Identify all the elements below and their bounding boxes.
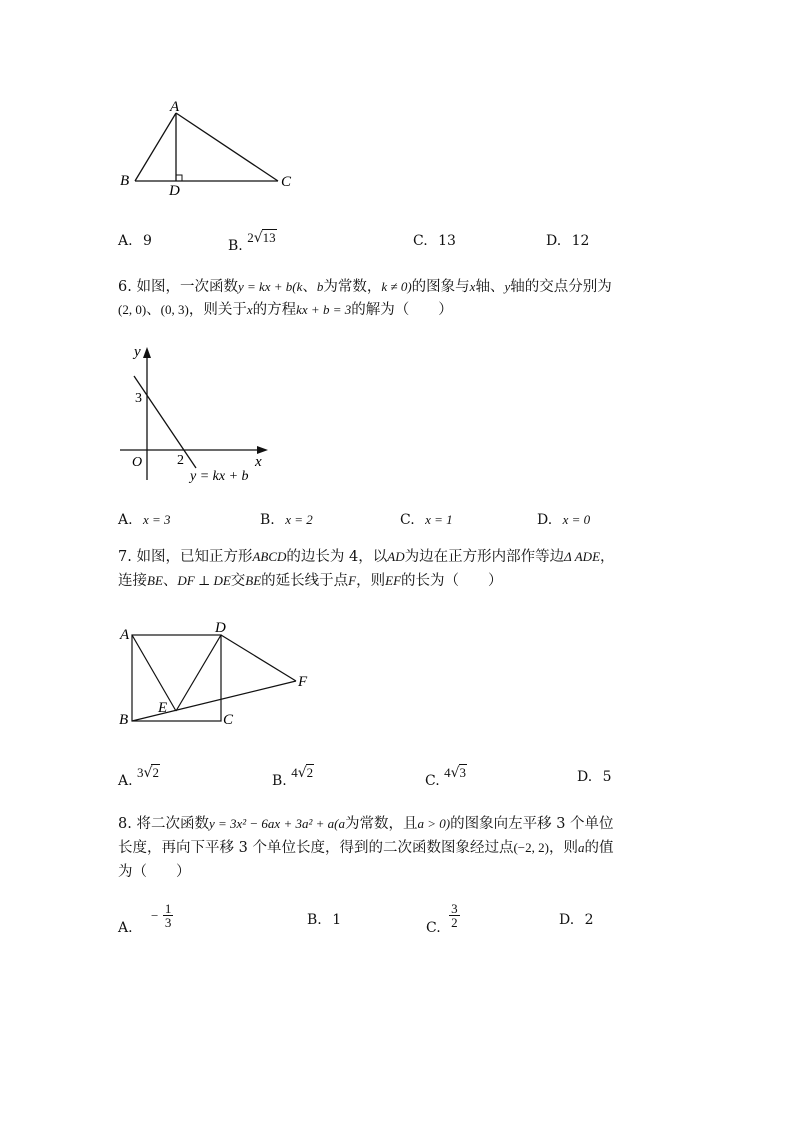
text: ，则关于 bbox=[188, 302, 247, 318]
text: 轴的交点分别为 bbox=[510, 279, 612, 295]
formula: F bbox=[348, 573, 357, 588]
text: ， bbox=[600, 549, 615, 565]
point-label-a: A bbox=[120, 627, 130, 643]
option-letter: D. bbox=[577, 769, 593, 785]
text: 长度，再向下平移 3 个单位长度，得到的二次函数图象经过点 bbox=[118, 840, 514, 856]
linear-function-graph bbox=[112, 340, 282, 490]
text: ，则 bbox=[548, 840, 578, 856]
formula: kx + b = 3 bbox=[296, 302, 352, 317]
option-letter: D. bbox=[546, 233, 562, 249]
option-value: 1 bbox=[332, 912, 342, 928]
text: 为边在正方形内部作等边 bbox=[404, 549, 565, 565]
fraction-denominator: 2 bbox=[451, 915, 458, 930]
formula: a bbox=[577, 840, 585, 855]
option-letter: C. bbox=[426, 919, 441, 936]
text: 、 bbox=[146, 302, 161, 318]
option-radicand: 2 bbox=[152, 765, 159, 780]
text: 的方程 bbox=[252, 302, 297, 318]
text: 将二次函数 bbox=[136, 816, 209, 832]
option-expr: x = 3 bbox=[143, 512, 171, 527]
formula: BE bbox=[147, 573, 163, 588]
text: 如图，已知正方形 bbox=[136, 549, 253, 565]
q7-option-d bbox=[577, 769, 612, 785]
formula: b bbox=[316, 279, 324, 294]
option-coef: 2 bbox=[247, 230, 254, 245]
option-value: 5 bbox=[602, 769, 612, 785]
y-axis-label: y bbox=[134, 344, 141, 360]
option-expr: x = 2 bbox=[285, 512, 313, 527]
formula: a > 0) bbox=[417, 816, 451, 831]
triangle-figure bbox=[110, 95, 310, 205]
option-letter: A. bbox=[118, 773, 133, 789]
point-label-f: F bbox=[298, 674, 308, 690]
q7-option-a bbox=[118, 764, 160, 789]
origin-label: O bbox=[132, 455, 143, 470]
segment-de bbox=[176, 635, 221, 711]
function-line bbox=[134, 376, 196, 468]
fraction-numerator: 3 bbox=[451, 901, 458, 916]
fraction-denominator: 3 bbox=[164, 915, 172, 930]
formula: k ≠ 0) bbox=[381, 279, 412, 294]
q5-option-a bbox=[118, 233, 152, 249]
q6-option-d bbox=[537, 512, 590, 528]
q8-stem-line1 bbox=[118, 813, 614, 835]
q7-option-b bbox=[272, 764, 314, 789]
text: 轴、 bbox=[475, 279, 505, 295]
option-radicand: 3 bbox=[459, 765, 467, 780]
text: 的长为（ ） bbox=[401, 573, 503, 589]
formula: Δ ADE bbox=[564, 549, 601, 564]
q8-option-b bbox=[307, 912, 341, 928]
option-letter: A. bbox=[118, 919, 133, 936]
formula: AD bbox=[387, 549, 405, 564]
q7-stem-line2 bbox=[118, 570, 503, 592]
segment-ac bbox=[176, 113, 278, 181]
q8-option-a bbox=[118, 901, 173, 936]
segment-bf bbox=[132, 681, 296, 721]
option-value: 9 bbox=[143, 233, 152, 249]
q8-option-c bbox=[426, 901, 460, 936]
option-letter: B. bbox=[228, 238, 243, 254]
option-value: 13 bbox=[438, 233, 456, 249]
q7-stem-line1 bbox=[118, 546, 615, 568]
q5-option-b bbox=[228, 229, 277, 254]
radical-sign: √ bbox=[253, 230, 263, 246]
option-coef: 3 bbox=[137, 765, 144, 780]
segment-ae bbox=[132, 635, 176, 711]
point-label-e: E bbox=[158, 700, 168, 716]
option-radicand: 13 bbox=[262, 230, 276, 245]
q5-option-d bbox=[546, 233, 589, 249]
text: 、 bbox=[302, 279, 317, 295]
y-axis-arrow bbox=[143, 347, 151, 358]
fraction bbox=[449, 902, 460, 929]
option-letter: B. bbox=[260, 512, 275, 528]
text: 为（ ） bbox=[118, 864, 191, 880]
formula: (0, 3) bbox=[160, 302, 189, 317]
fraction bbox=[163, 902, 174, 929]
formula: (−2, 2) bbox=[513, 840, 549, 855]
text: ，则 bbox=[356, 573, 386, 589]
right-angle-mark bbox=[176, 175, 182, 181]
q7-option-c bbox=[425, 764, 467, 789]
option-expr: x = 1 bbox=[425, 512, 453, 527]
q8-option-d bbox=[559, 912, 594, 928]
q8-stem-line3 bbox=[118, 861, 191, 883]
option-letter: B. bbox=[307, 912, 322, 928]
tick-label-3: 3 bbox=[135, 391, 142, 406]
option-value: 12 bbox=[571, 233, 590, 249]
q5-option-c bbox=[413, 233, 456, 249]
text: 如图，一次函数 bbox=[136, 279, 238, 295]
option-coef: 4 bbox=[291, 765, 298, 780]
question-number: 7. bbox=[118, 549, 132, 565]
radical-sign: √ bbox=[297, 765, 307, 781]
text: 的延长线于点 bbox=[261, 573, 349, 589]
option-value: 2 bbox=[584, 912, 594, 928]
q6-stem-line1 bbox=[118, 276, 612, 298]
formula: (2, 0) bbox=[118, 302, 147, 317]
x-axis-arrow bbox=[257, 446, 268, 454]
option-letter: B. bbox=[272, 773, 287, 789]
option-letter: C. bbox=[413, 233, 428, 249]
point-label-c: C bbox=[281, 174, 292, 190]
option-sign: − bbox=[151, 907, 159, 923]
question-number: 8. bbox=[118, 816, 132, 832]
formula: y = 3x² − 6ax + 3a² + a(a bbox=[208, 816, 345, 831]
option-letter: D. bbox=[537, 512, 553, 528]
formula: ABCD bbox=[252, 549, 287, 564]
text: 的值 bbox=[584, 840, 614, 856]
formula: EF bbox=[385, 573, 402, 588]
option-letter: A. bbox=[118, 233, 133, 249]
fraction-numerator: 1 bbox=[164, 901, 172, 916]
text: 连接 bbox=[118, 573, 147, 589]
question-number: 6. bbox=[118, 279, 132, 295]
option-coef: 4 bbox=[444, 765, 451, 780]
text: 为常数， bbox=[323, 279, 382, 295]
q6-option-a bbox=[118, 512, 171, 528]
q6-option-c bbox=[400, 512, 453, 528]
option-expr: x = 0 bbox=[562, 512, 591, 527]
line-label: y = kx + b bbox=[190, 469, 249, 484]
formula: DF ⊥ DE bbox=[177, 573, 231, 588]
square-abcd bbox=[132, 635, 221, 721]
point-label-a: A bbox=[170, 99, 180, 115]
option-letter: D. bbox=[559, 912, 575, 928]
option-letter: A. bbox=[118, 512, 133, 528]
formula: y bbox=[504, 279, 511, 294]
square-figure bbox=[112, 615, 322, 735]
text: 交 bbox=[230, 573, 246, 589]
tick-label-2: 2 bbox=[177, 453, 184, 468]
formula: x bbox=[246, 302, 253, 317]
text: 的图象与 bbox=[411, 279, 470, 295]
point-label-d: D bbox=[169, 183, 180, 199]
text: 的解为（ ） bbox=[351, 302, 453, 318]
q6-stem-line2 bbox=[118, 299, 453, 321]
text: 、 bbox=[162, 573, 178, 589]
x-axis-label: x bbox=[255, 454, 262, 470]
text: 的边长为 4，以 bbox=[286, 549, 388, 565]
segment-df bbox=[221, 635, 296, 681]
point-label-c: C bbox=[223, 712, 234, 728]
point-label-b: B bbox=[119, 712, 129, 728]
point-label-d: D bbox=[215, 620, 226, 636]
option-letter: C. bbox=[425, 773, 440, 789]
point-label-b: B bbox=[120, 173, 130, 189]
radical-sign: √ bbox=[143, 765, 153, 781]
formula: BE bbox=[245, 573, 262, 588]
option-radicand: 2 bbox=[306, 765, 314, 780]
radical-sign: √ bbox=[450, 765, 460, 781]
q8-stem-line2 bbox=[118, 837, 613, 859]
segment-ab bbox=[135, 113, 176, 181]
formula: y = kx + b(k bbox=[237, 279, 303, 294]
option-letter: C. bbox=[400, 512, 415, 528]
text: 为常数，且 bbox=[344, 816, 418, 832]
text: 的图象向左平移 3 个单位 bbox=[450, 816, 614, 832]
formula: x bbox=[469, 279, 476, 294]
q6-option-b bbox=[260, 512, 313, 528]
